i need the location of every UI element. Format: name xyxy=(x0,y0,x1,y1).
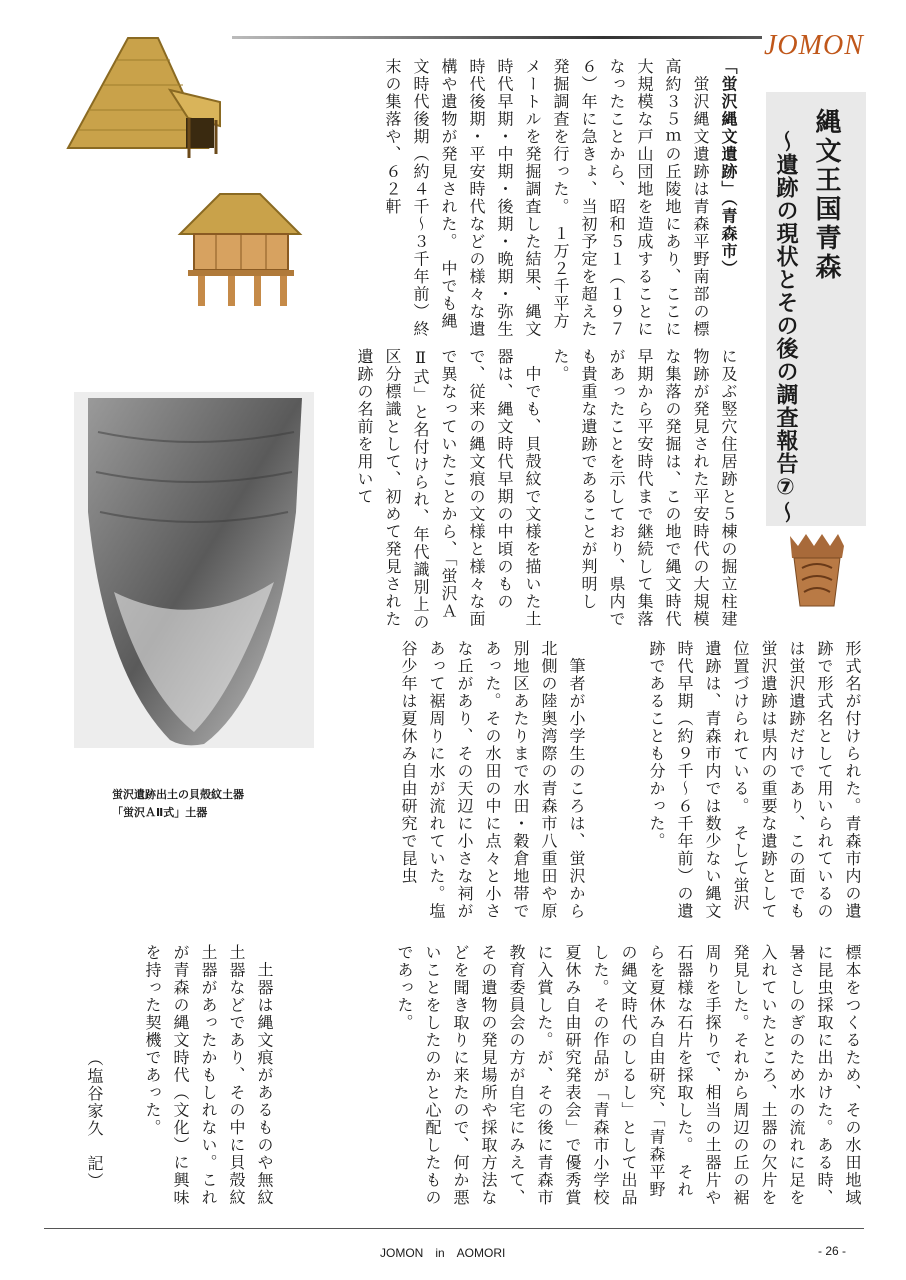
body-paragraph: 土器は縄文痕があるものや無紋土器などであり、その中に貝殻紋土器があったかもしれない。これが青森の縄文時代（文化）に興味を持った契機であった。 xyxy=(143,944,274,1207)
flame-pottery-icon xyxy=(784,532,850,612)
photo-caption: 蛍沢遺跡出土の貝殻紋土器 「蛍沢ＡⅡ式」土器 xyxy=(112,788,244,819)
body-paragraph: 蛍沢縄文遺跡は青森平野南部の標高約３５ｍの丘陵地にあり、ここに大規模な戸山団地を造成することになったことから、昭和５１（１９７６）年に急きょ、当初予定を超えた発掘調査を行った。 １万２千平方メートルを発掘調査した結果、縄文時代早期・中期・後期・晩期・弥生時代後期・平安時代などの様々な遺構や遺物が発見された。 中でも縄文時代後期（約４千～３千年前）終末の集落や、６２軒 xyxy=(383,58,710,338)
body-paragraph: 筆者が小学生のころは、蛍沢から北側の陸奥湾際の青森市八重田や原別地区あたりまで水田・穀倉地帯であった。その水田の中に点々と小さな丘があり、その天辺に小さな祠があって裾周りに水が流れていた。塩谷少年は夏休み自由研究で昆虫 xyxy=(399,640,586,920)
article-body-intro xyxy=(324,58,742,338)
header-rule xyxy=(232,36,762,39)
body-paragraph: に及ぶ竪穴住居跡と５棟の掘立柱建物跡が発見された平安時代の大規模な集落の発掘は、この地で縄文時代早期から平安時代まで継続して集落があったことを示しており、県内でも貴重な遺跡であることが判明した。 xyxy=(551,348,738,628)
pottery-photo xyxy=(74,392,314,748)
article-body-col-a xyxy=(352,348,742,638)
article-body-col-e xyxy=(110,944,278,1212)
article-body-col-b xyxy=(598,640,866,920)
author-credit: （塩谷家久 記） xyxy=(85,1050,104,1190)
body-paragraph: 標本をつくるため、その水田地域に昆虫採取に出かけた。ある時、暑さしのぎのため水の流れに足を入れていたところ、土器の欠片を発見した。それから周辺の丘の裾周りを手探りで、相当の土器片や石器様な石片を採取した。 それらを夏休み自由研究、「青森平野の縄文時代のしるし」として出品した。その作品が「青森市小学校夏休み自由研究発表会」で優秀賞に入賞した。が、その後に青森市教育委員会の方が自宅にみえて、その遺物の発見場所や採取方法などを聞き取りに来たので、何か悪いことをしたのかと心配したものであった。 xyxy=(395,944,862,1207)
footer-publication: JOMON in AOMORI xyxy=(380,1246,506,1260)
article-title: 縄文王国青森 xyxy=(811,108,841,282)
footer-rule xyxy=(44,1228,864,1229)
section-heading: 「蛍沢縄文遺跡」（青森市） xyxy=(719,58,738,278)
pit-dwelling-illustration xyxy=(58,30,224,160)
page-number: - 26 - xyxy=(818,1244,847,1258)
raised-storehouse-illustration xyxy=(176,190,304,308)
article-body-col-c xyxy=(320,640,590,930)
article-subtitle: ～遺跡の現状とその後の調査報告⑦～ xyxy=(773,130,798,524)
body-paragraph: 形式名が付けられた。青森市内の遺跡で形式名として用いられているのは蛍沢遺跡だけであり、この面でも蛍沢遺跡は県内の重要な遺跡として位置づけられている。 そして蛍沢遺跡は、青森市内では数少ない縄文時代早期（約９千～６千年前）の遺跡であることも分かった。 xyxy=(647,640,862,920)
article-body-col-d xyxy=(282,944,866,1212)
body-paragraph: 中でも、貝殻紋で文様を描いた土器は、縄文時代早期の中頃のもので、従来の縄文痕の文様と様々な面で異なっていたことから、「蛍沢ＡⅡ式」と名付けられ、年代識別上の区分標識として、初めて発見された遺跡の名前を用いて xyxy=(355,348,542,631)
brand-logo: JOMON xyxy=(764,30,864,61)
